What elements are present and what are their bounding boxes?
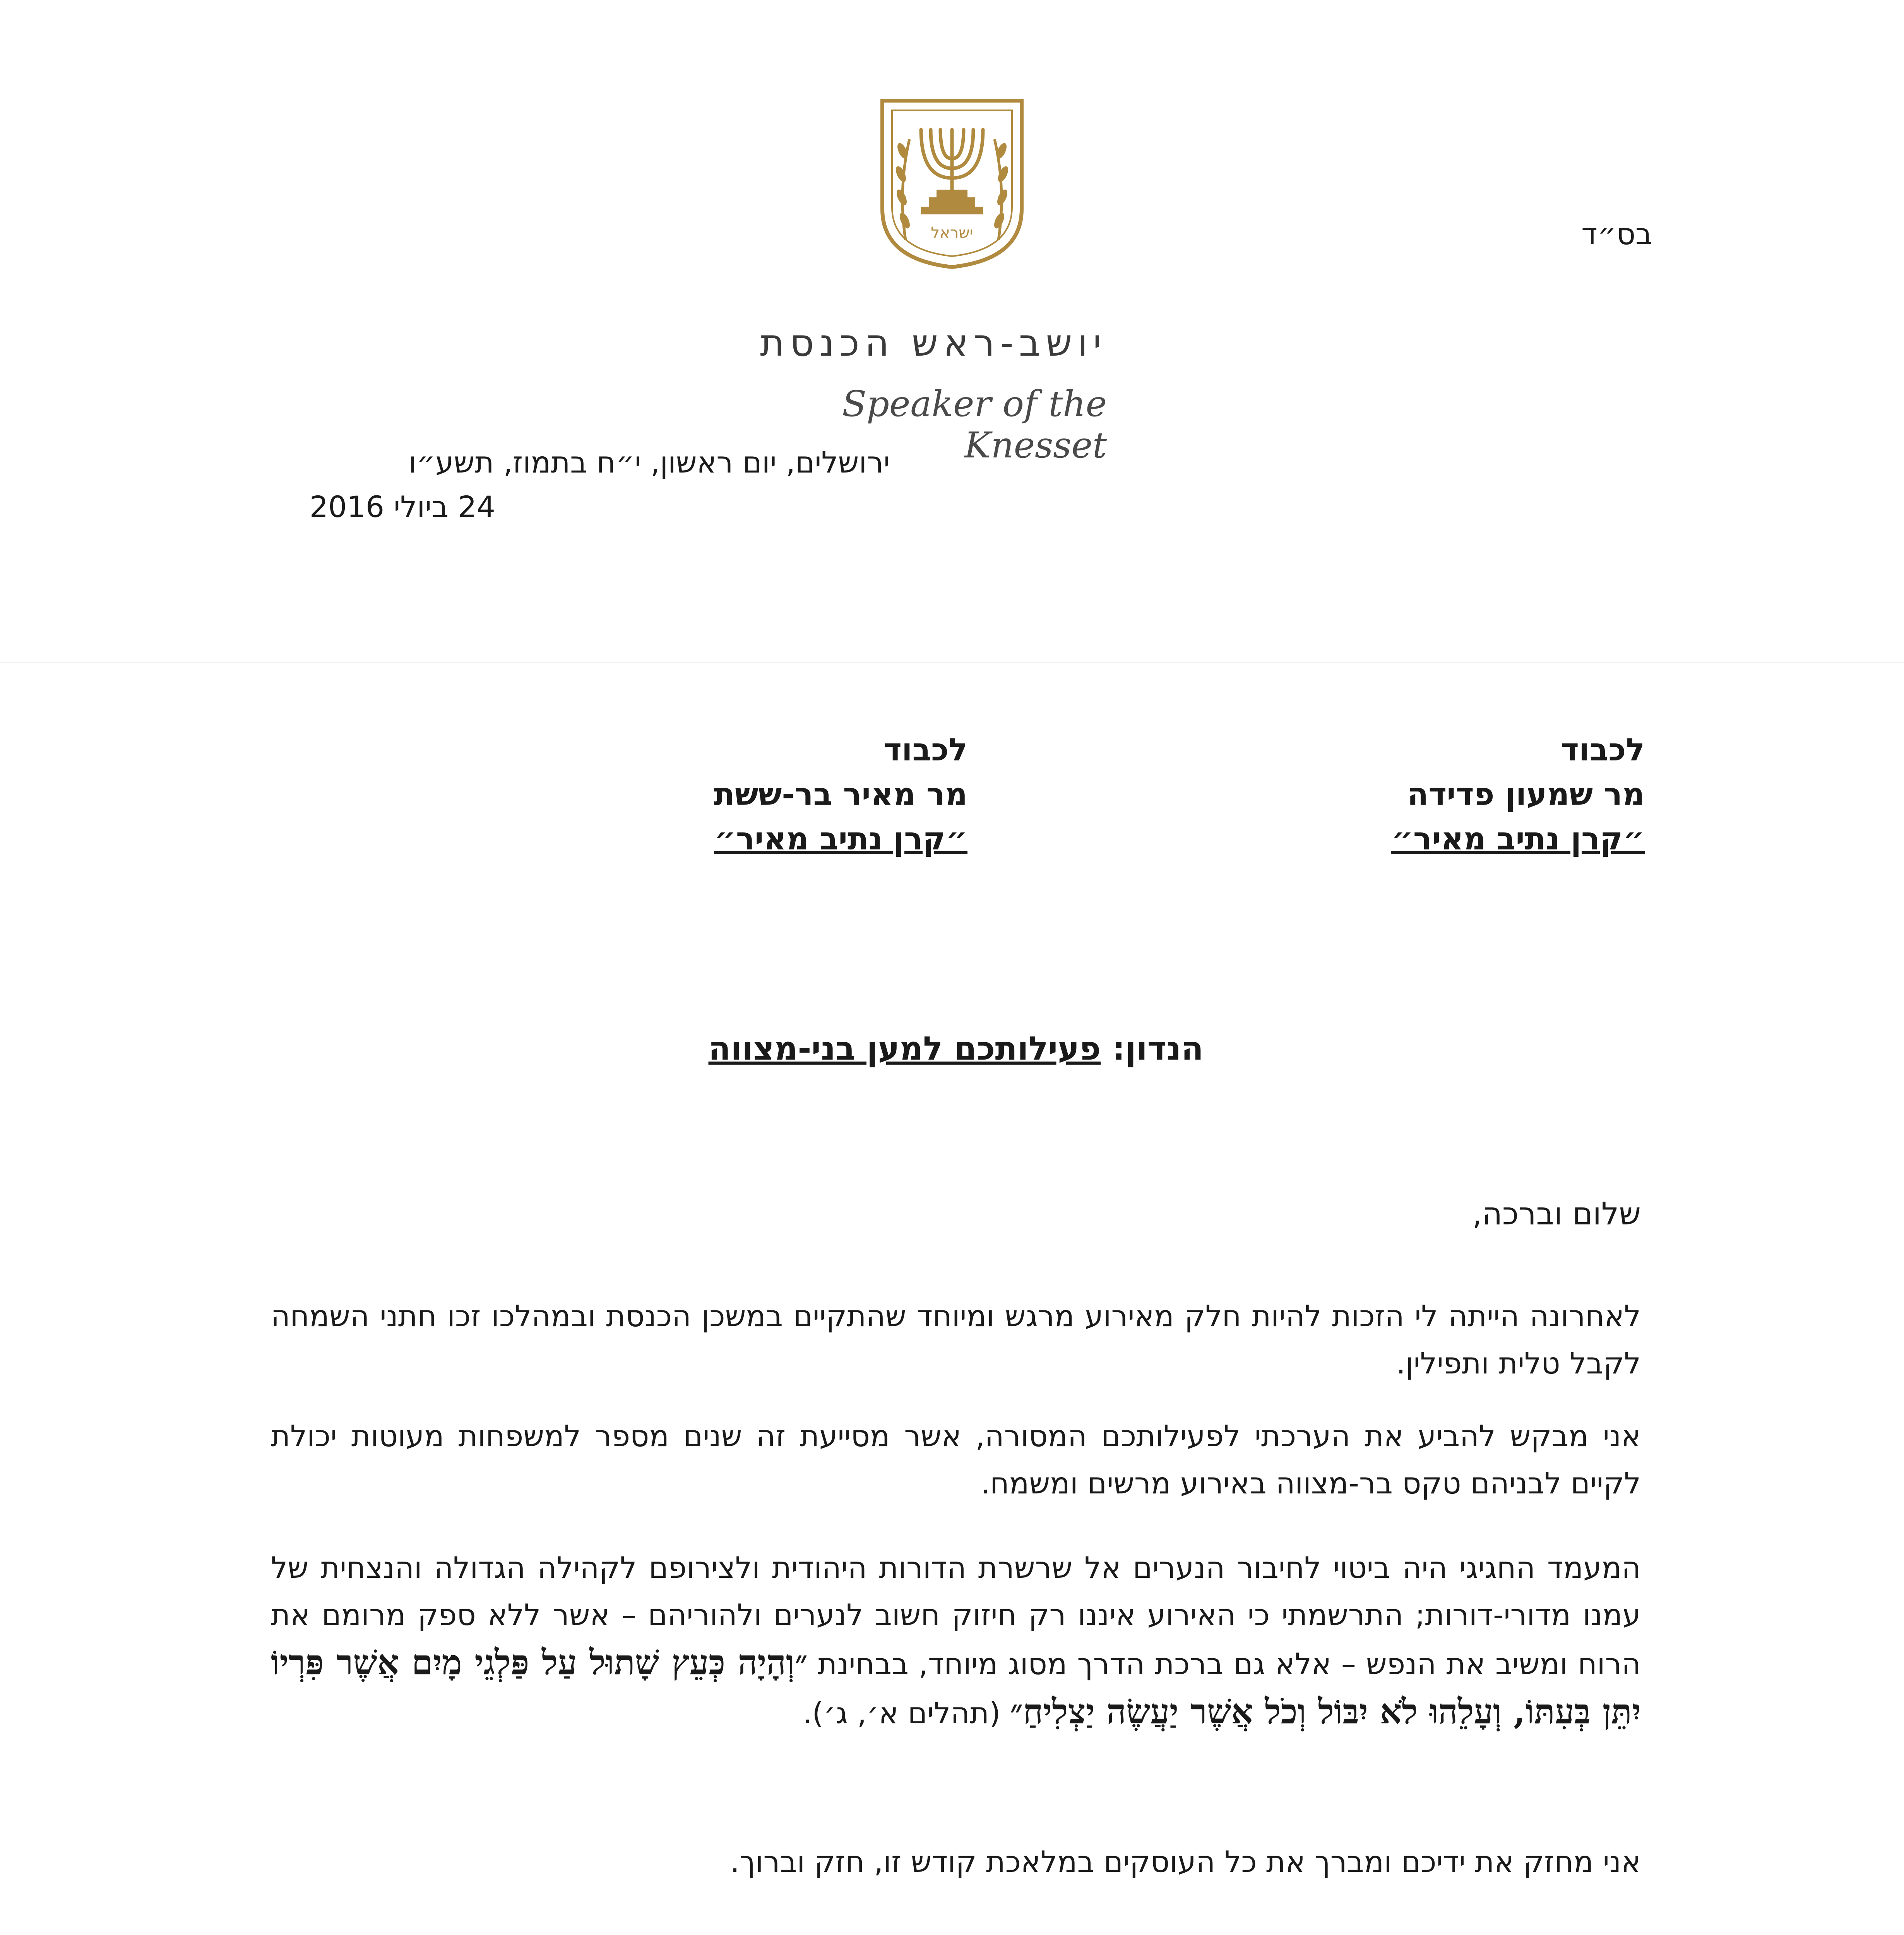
recipient-salutation: לכבוד xyxy=(1561,732,1645,768)
paragraph-text: המעמד החגיגי היה ביטוי לחיבור הנערים אל שרשרת הדורות היהודית ולצירופם לקהילה הגדולה והנצחית של עמנו מדורי-דורות; התרשמתי כי האירוע איננו רק חיזוק חשוב לנערים ולהוריהם – אשר ללא ספק מרומם את הרוח ומשיב את הנפש – אלא גם ברכת הדרך מסוג מיוחד, בבחינת xyxy=(271,1550,1641,1681)
divider xyxy=(0,662,1904,663)
bsd-mark: בס״ד xyxy=(1581,217,1652,251)
handwritten-signature xyxy=(697,1927,1045,1935)
knesset-emblem xyxy=(875,93,1029,271)
verse-citation: (תהלים א׳, ג׳). xyxy=(803,1696,1010,1730)
recipient-org: ״קרן נתיב מאיר״ xyxy=(1391,821,1645,857)
date-hebrew: ירושלים, יום ראשון, י״ח בתמוז, תשע״ו xyxy=(408,445,890,479)
body-paragraph-3 xyxy=(271,1544,1641,1737)
recipient-block-1 xyxy=(1277,728,1645,861)
recipient-name: מר מאיר בר-ששת xyxy=(714,776,967,812)
recipient-name: מר שמעון פדידה xyxy=(1407,776,1645,812)
body-paragraph-2: אני מבקש להביע את הערכתי לפעילותכם המסורה, אשר מסייעת זה שנים מספר למשפחות מעוטות יכולת לקיים לבניהם טקס בר-מצווה באירוע מרשים ומשמח. xyxy=(271,1419,1641,1500)
recipient-block-2 xyxy=(580,728,967,861)
bible-verse: ״וְהָיָה כְּעֵץ שָׁתוּל עַל פַּלְגֵי מָיִם אֲשֶׁר פִּרְיוֹ יִתֵּן בְּעִתּוֹ, וְעָלֵהוּ לֹא יִבּוֹל וְכֹל אֲשֶׁר יַעֲשֶׂה יַצְלִיחַ״ xyxy=(271,1642,1641,1731)
recipient-org: ״קרן נתיב מאיר״ xyxy=(714,821,967,857)
date-gregorian: 24 ביולי 2016 xyxy=(309,490,495,524)
subject-label: הנדון: xyxy=(1112,1029,1204,1067)
recipient-salutation: לכבוד xyxy=(884,732,967,768)
subject-text: פעילותכם למען בני-מצווה xyxy=(708,1029,1101,1067)
body-paragraph-4: אני מחזק את ידיכם ומברך את כל העוסקים במלאכת קודש זו, חזק וברוך. xyxy=(730,1844,1641,1879)
emblem-caption: ישראל xyxy=(931,224,973,242)
letterhead-title-english: Speaker of the Knesset xyxy=(842,383,1107,466)
subject-line xyxy=(542,1029,1204,1067)
letterhead-title-hebrew: יושב-ראש הכנסת xyxy=(760,321,1107,365)
body-paragraph-1: לאחרונה הייתה לי הזכות להיות חלק מאירוע מרגש ומיוחד שהתקיים במשכן הכנסת ובמהלכו זכו חתני השמחה לקבל טלית ותפילין. xyxy=(271,1299,1641,1380)
greeting: שלום וברכה, xyxy=(1472,1196,1641,1232)
